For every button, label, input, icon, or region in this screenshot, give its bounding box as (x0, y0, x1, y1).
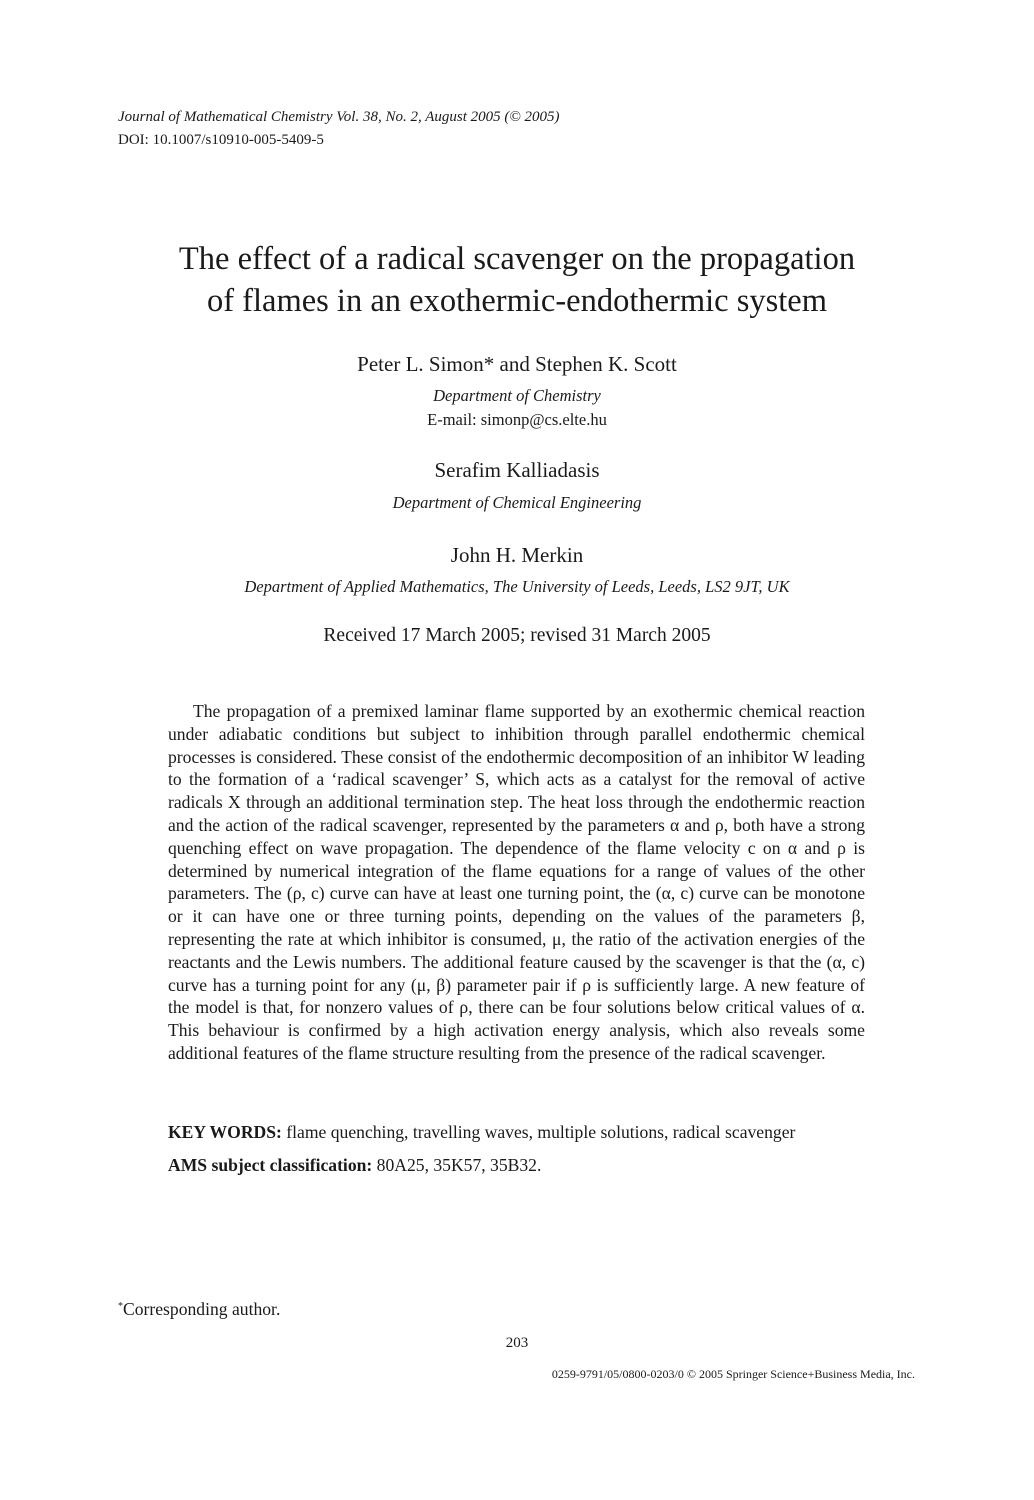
ams-text: 80A25, 35K57, 35B32. (376, 1155, 542, 1175)
footnote-text: Corresponding author. (123, 1299, 281, 1319)
abstract (168, 700, 865, 1065)
title-line-2: of flames in an exothermic-endothermic system (206, 283, 827, 319)
journal-citation: Journal of Mathematical Chemistry Vol. 38, No. 2, August 2005 (© 2005) (118, 109, 560, 125)
keywords-label: KEY WORDS: (168, 1122, 282, 1142)
author-kalliadasis: Serafim Kalliadasis (434, 458, 600, 482)
keywords (168, 1121, 795, 1144)
copyright-line: 0259-9791/05/0800-0203/0 © 2005 Springer Science+Business Media, Inc. (551, 1367, 915, 1381)
affiliation-applied-mathematics: Department of Applied Mathematics, The University of Leeds, Leeds, LS2 9JT, UK (244, 577, 790, 596)
ams-label: AMS subject classification: (168, 1155, 373, 1175)
page-number: 203 (505, 1335, 529, 1351)
affiliation-chemical-engineering: Department of Chemical Engineering (392, 493, 642, 512)
author-email: E-mail: simonp@cs.elte.hu (427, 410, 607, 429)
ams-classification (168, 1154, 541, 1177)
received-dates: Received 17 March 2005; revised 31 March 2005 (323, 625, 711, 646)
keywords-text: flame quenching, travelling waves, multiple solutions, radical scavenger (286, 1122, 796, 1142)
footnote (118, 1296, 280, 1320)
title-line-1: The effect of a radical scavenger on the propagation (178, 241, 856, 277)
doi: DOI: 10.1007/s10910-005-5409-5 (118, 132, 324, 148)
footnote-mark: * (118, 1301, 123, 1312)
affiliation-chemistry: Department of Chemistry (433, 386, 601, 405)
abstract-text: The propagation of a premixed laminar flame supported by an exothermic chemical reaction under adiabatic conditions but subject to inhibition through parallel endothermic chemical processes is considered. These consist of the endothermic decomposition of an inhibitor W leading to the formation of a ‘radical scavenger’ S, which acts as a catalyst for the removal of active radicals X through an additional termination step. The heat loss through the endothermic reaction and the action of the radical scavenger, represented by the parameters α and ρ, both have a strong quenching effect on wave propagation. The dependence of the flame velocity c on α and ρ is determined by numerical integration of the flame equations for a range of values of the other parameters. The (ρ, c) curve can have at least one turning point, the (α, c) curve can be monotone or it can have one or three turning points, depending on the values of the parameters β, representing the rate at which inhibitor is consumed, μ, the ratio of the activation energies of the reactants and the Lewis numbers. The additional feature caused by the scavenger is that the (α, c) curve has a turning point for any (μ, β) parameter pair if ρ is sufficiently large. A new feature of the model is that, for nonzero values of ρ, there can be four solutions below critical values of α. This behaviour is confirmed by a high activation energy analysis, which also reveals some additional features of the flame structure resulting from the presence of the radical scavenger. (168, 701, 865, 1063)
authors-simon-scott: Peter L. Simon* and Stephen K. Scott (357, 352, 677, 376)
author-merkin: John H. Merkin (450, 543, 584, 567)
paper-title (0, 238, 1034, 322)
